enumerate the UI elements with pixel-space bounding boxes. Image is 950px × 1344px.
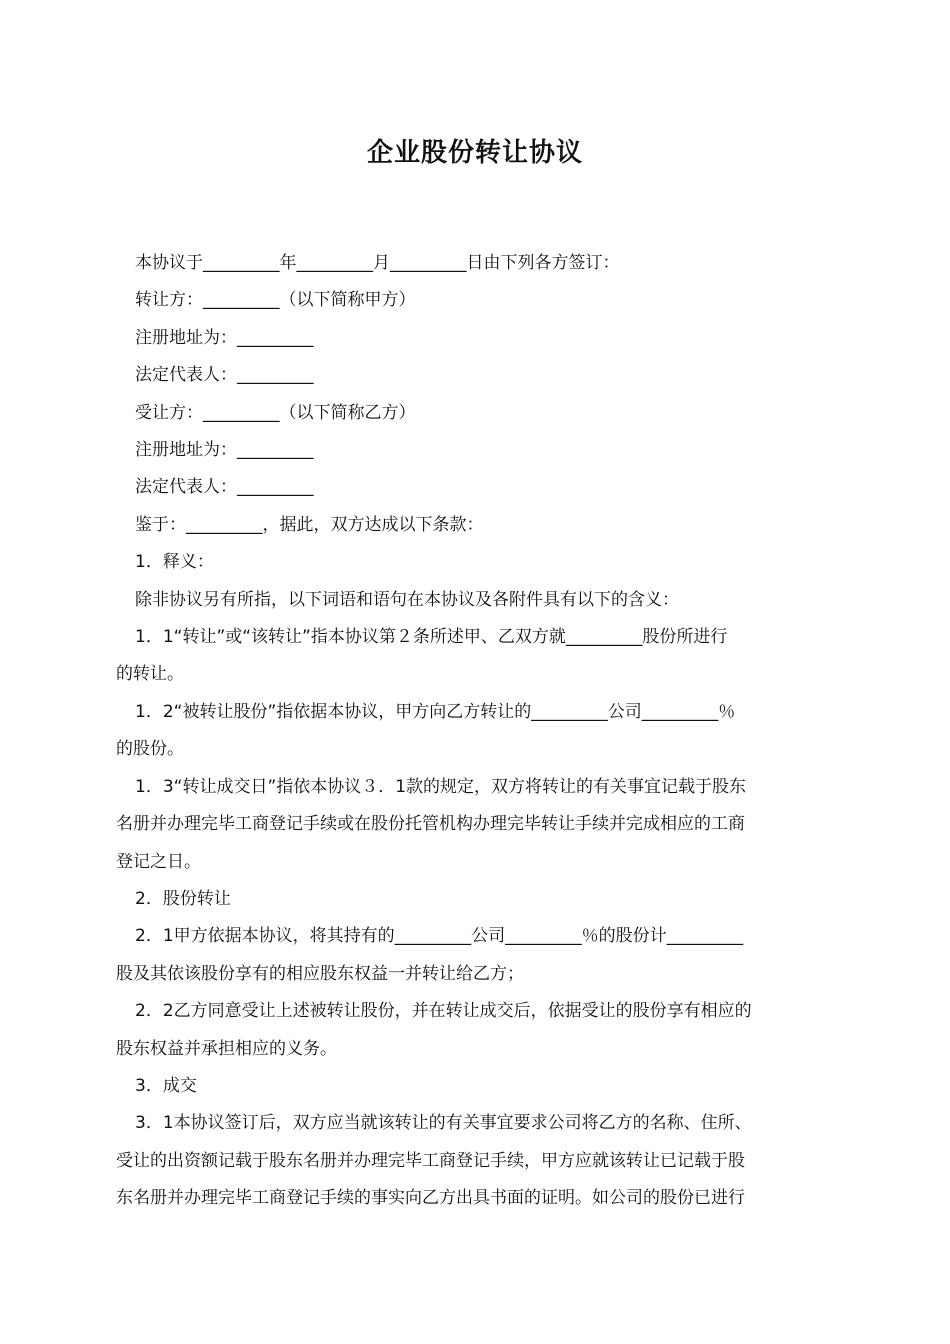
- section-heading: 2．股份转让: [135, 888, 231, 909]
- section-heading: 3．成交: [135, 1075, 197, 1096]
- paragraph-line: 注册地址为：_________: [135, 440, 314, 461]
- paragraph-line: 1．3“转让成交日”指依本协议３．1款的规定，双方将转让的有关事宜记载于股东: [135, 776, 747, 797]
- paragraph-line: 受让方：_________（以下简称乙方）: [135, 402, 416, 423]
- paragraph-line: 3．1本协议签订后，双方应当就该转让的有关事宜要求公司将乙方的名称、住所、: [135, 1113, 752, 1134]
- paragraph-line: 东名册并办理完毕工商登记手续的事实向乙方出具书面的证明。如公司的股份已进行: [116, 1188, 745, 1209]
- paragraph-line: 鉴于：_________，据此，双方达成以下条款：: [135, 514, 484, 535]
- paragraph-line: 法定代表人：_________: [135, 365, 314, 386]
- document-body: [116, 245, 838, 1218]
- paragraph-line: 本协议于_________年_________月_________日由下列各方签订：: [135, 253, 620, 273]
- paragraph-line: 注册地址为：_________: [135, 327, 314, 348]
- paragraph-line: 2．2乙方同意受让上述被转让股份，并在转让成交后，依据受让的股份享有相应的: [135, 1001, 752, 1022]
- paragraph-line: 1．1“转让”或“该转让”指本协议第２条所述甲、乙双方就_________股份所进行: [135, 627, 728, 648]
- paragraph-line: 受让的出资额记载于股东名册并办理完毕工商登记手续，甲方应就该转让已记载于股: [116, 1150, 745, 1171]
- paragraph-line: 1．2“被转让股份”指依据本协议，甲方向乙方转让的_________公司_________％: [135, 701, 736, 722]
- paragraph-line: 的转让。: [116, 664, 184, 685]
- document-title: 企业股份转让协议: [366, 138, 583, 168]
- paragraph-line: 股东权益并承担相应的义务。: [116, 1038, 337, 1059]
- paragraph-line: 登记之日。: [116, 851, 201, 872]
- paragraph-line: 转让方：_________（以下简称甲方）: [135, 290, 416, 311]
- paragraph-line: 名册并办理完毕工商登记手续或在股份托管机构办理完毕转让手续并完成相应的工商: [116, 814, 745, 835]
- paragraph-line: 股及其依该股份享有的相应股东权益一并转让给乙方；: [116, 963, 524, 984]
- paragraph-line: 的股份。: [116, 739, 184, 760]
- paragraph-line: 法定代表人：_________: [135, 477, 314, 498]
- paragraph-line: 2．1甲方依据本协议，将其持有的_________公司_________％的股份计_________: [135, 926, 744, 947]
- section-heading: 1．释义：: [135, 552, 214, 573]
- paragraph-line: 除非协议另有所指，以下词语和语句在本协议及各附件具有以下的含义：: [135, 589, 679, 610]
